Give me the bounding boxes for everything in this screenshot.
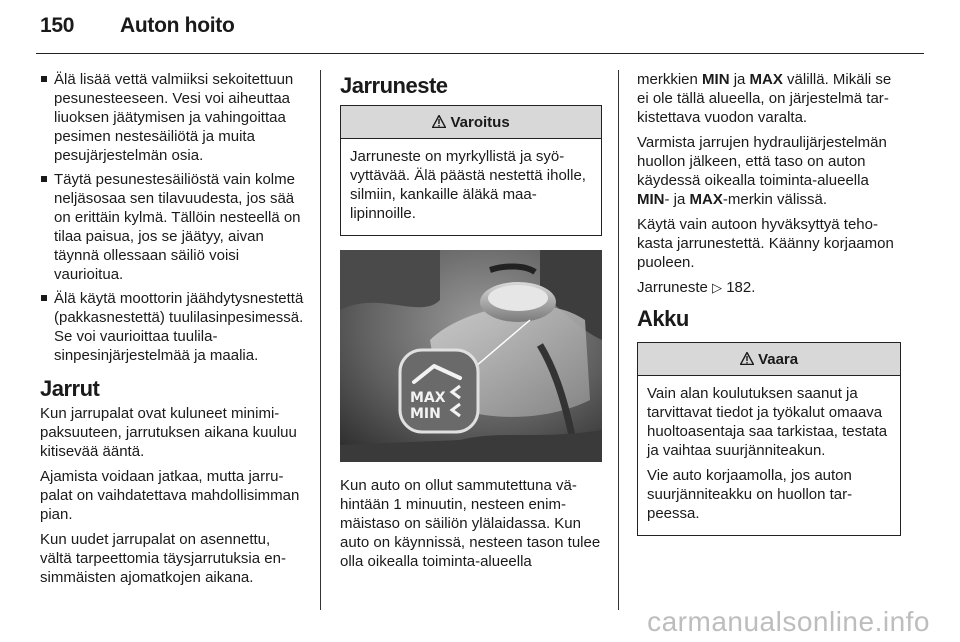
paragraph: Kun auto on ollut sammutettuna vähintään 1 minuutin, nesteen enimmäistaso on säiliön ylälaidassa. Kun auto on käynnissä, nesteen tason tulee olla oikealla toiminta-alueella bbox=[340, 477, 601, 570]
paragraph: Kun jarrupalat ovat kuluneet minimipaksuuteen, jarrutuksen aikana kuuluu kitisevää ääntä. bbox=[40, 405, 297, 460]
reference-label: Jarruneste bbox=[637, 279, 713, 296]
warning-text: Jarruneste on myrkyllistä ja syövyttävää. Älä päästä nestettä iholle, silmiin, kankaille äläkä maalipinnoille. bbox=[350, 148, 586, 222]
min-mark: MIN bbox=[637, 191, 665, 208]
column-1 bbox=[40, 70, 304, 593]
paragraph bbox=[637, 133, 901, 209]
text-run: - ja bbox=[664, 191, 690, 208]
max-mark: MAX bbox=[749, 71, 783, 88]
warning-box-header bbox=[341, 106, 601, 139]
page-number: 150 bbox=[40, 14, 75, 37]
reservoir-max-label: MAX bbox=[410, 390, 446, 406]
text-run: merkkien bbox=[637, 71, 703, 88]
paragraph: Käytä vain autoon hyväksyttyä tehokasta jarrunestettä. Käänny korjaamon puoleen. bbox=[637, 216, 894, 271]
danger-box-header bbox=[638, 343, 900, 376]
paragraph bbox=[637, 70, 901, 127]
washer-fluid-bullets bbox=[40, 70, 304, 365]
danger-text: Vie auto korjaamolla, jos auton suurjänniteakku on huollon tarpeessa. bbox=[647, 467, 853, 522]
reservoir-min-label: MIN bbox=[410, 406, 441, 422]
brake-fluid-reservoir-figure bbox=[340, 250, 602, 462]
list-item: Täytä pesunestesäiliöstä vain kolme neljäsosaa sen tilavuudesta, jos sää on erittäin kylmä. Tällöin nesteellä on tilaa paisua, jos se jäätyy, aivan täynnä ollessaan säiliö voisi vaurioitua. bbox=[40, 170, 304, 284]
warning-title: Varoitus bbox=[450, 114, 510, 131]
list-item: Älä lisää vettä valmiiksi sekoitettuun pesunesteeseen. Vesi voi aiheuttaa liuoksen jäätymisen ja vahingoittaa pesimen nestesäiliötä ja muita pesujärjestelmän osia. bbox=[40, 70, 304, 165]
min-mark: MIN bbox=[702, 71, 730, 88]
section-heading-jarrut: Jarrut bbox=[40, 376, 100, 401]
warning-icon bbox=[740, 351, 758, 368]
column-divider bbox=[618, 70, 619, 610]
text-run: välillä. Mikäli se ei ole tällä alueella, on järjestelmä tarkistettava vuodon varalta. bbox=[637, 71, 892, 126]
max-mark: MAX bbox=[689, 191, 723, 208]
cross-reference[interactable] bbox=[637, 278, 901, 297]
page-reference-arrow-icon: ▷ bbox=[712, 280, 723, 295]
text-run: Varmista jarrujen hydraulijärjestelmän huollon jälkeen, että taso on auton käydessä oikealla toiminta-alueella bbox=[637, 134, 887, 189]
section-heading-jarruneste: Jarruneste bbox=[340, 73, 448, 98]
paragraph: Kun uudet jarrupalat on asennettu, vältä tarpeettomia täysjarrutuksia ensimmäisten ajomatkojen aikana. bbox=[40, 531, 286, 586]
paragraph: Ajamista voidaan jatkaa, mutta jarrupalat on vaihdatettava mahdollisimman pian. bbox=[40, 468, 300, 523]
list-item: Älä käytä moottorin jäähdytysnestettä (pakkasnestettä) tuulilasinpesimessä. Se voi vaurioittaa tuulilasinpesinjärjestelmää ja maalia. bbox=[40, 289, 304, 365]
danger-title: Vaara bbox=[758, 351, 799, 368]
reference-page: 182. bbox=[722, 279, 756, 296]
page-header bbox=[40, 14, 235, 38]
column-3 bbox=[637, 70, 901, 550]
text-run: ja bbox=[729, 71, 750, 88]
danger-text: Vain alan koulutuksen saanut ja tarvittavat tiedot ja työkalut omaava huoltoasentaja saa tarkistaa, testata ja vaihtaa suurjänniteakun. bbox=[647, 385, 888, 459]
text-run: -merkin välissä. bbox=[722, 191, 828, 208]
section-heading-akku: Akku bbox=[637, 306, 689, 331]
danger-box bbox=[637, 342, 901, 536]
header-rule bbox=[36, 53, 924, 54]
column-divider bbox=[320, 70, 321, 610]
column-2 bbox=[340, 70, 602, 577]
warning-box bbox=[340, 105, 602, 236]
chapter-title: Auton hoito bbox=[120, 14, 235, 37]
watermark: carmanualsonline.info bbox=[647, 606, 930, 637]
warning-icon bbox=[432, 114, 450, 131]
